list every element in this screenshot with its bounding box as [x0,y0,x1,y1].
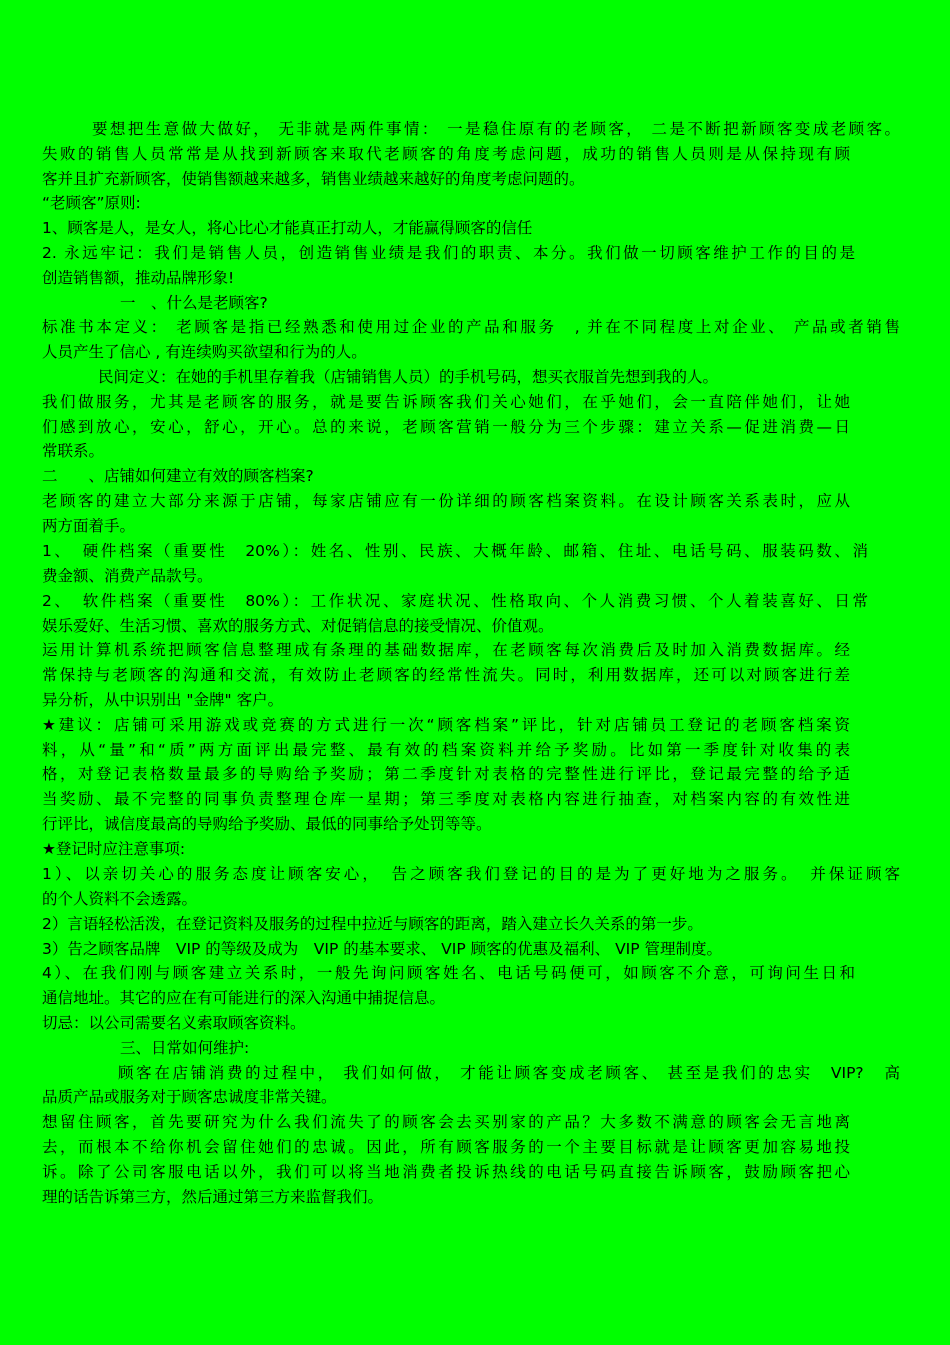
text-line: 理的话告诉第三方，然后通过第三方来监督我们。 [42,1188,384,1206]
text-line: 4）、在我们刚与顾客建立关系时，一般先询问顾客姓名、电话号码便可，如顾客不介意，可询问生日和 [42,964,855,982]
text-line: 的个人资料不会透露。 [42,890,198,908]
text-line: 1、顾客是人，是女人，将心比心才能真正打动人，才能赢得顾客的信任 [42,219,533,237]
section-heading: 二 、店铺如何建立有效的顾客档案? [42,467,314,485]
text-line: 人员产生了信心 , 有连续购买欲望和行为的人。 [42,343,367,361]
text-line: 去，而根本不给你机会留住她们的忠诚。因此，所有顾客服务的一个主要目标就是让顾客更加容易地投 [42,1138,850,1156]
text-line: 常保持与老顾客的沟通和交流，有效防止老顾客的经常性流失。同时，利用数据库，还可以对顾客进行差 [42,666,850,684]
text-line: 诉。除了公司客服电话以外，我们可以将当地消费者投诉热线的电话号码直接告诉顾客，鼓励顾客把心 [42,1163,850,1181]
text-line: 通信地址。其它的应在有可能进行的深入沟通中捕捉信息。 [42,989,446,1007]
text-line: 要想把生意做大做好， 无非就是两件事情： 一是稳住原有的老顾客， 二是不断把新顾客变成老顾客。 [92,120,900,138]
text-line: 品质产品或服务对于顾客忠诚度非常关键。 [42,1088,337,1106]
text-line: 切忌：以公司需要名义索取顾客资料。 [42,1014,306,1032]
text-line: 常联系。 [42,442,105,460]
text-line: 2、 软件档案（重要性 80%）：工作状况、家庭状况、性格取向、个人消费习惯、个人着装喜好、日常 [42,592,868,610]
text-line: 行评比，诚信度最高的导购给予奖励、最低的同事给予处罚等等。 [42,815,492,833]
text-line: 当奖励、最不完整的同事负责整理仓库一星期；第三季度对表格内容进行抽查，对档案内容的有效性进 [42,790,850,808]
text-line: 创造销售额，推动品牌形象! [42,269,235,287]
text-line: 们感到放心，安心，舒心，开心。总的来说，老顾客营销一般分为三个步骤：建立关系—促进消费—日 [42,418,850,436]
text-line: 异分析，从中识别出 "金牌" 客户。 [42,691,284,709]
text-line: 运用计算机系统把顾客信息整理成有条理的基础数据库，在老顾客每次消费后及时加入消费数据库。经 [42,641,850,659]
text-line: 客并且扩充新顾客，使销售额越来越多，销售业绩越来越好的角度考虑问题的。 [42,170,585,188]
text-line: ★建议：店铺可采用游戏或竞赛的方式进行一次“顾客档案”评比，针对店铺员工登记的老顾客档案资 [42,716,850,734]
text-line: 失败的销售人员常常是从找到新顾客来取代老顾客的角度考虑问题，成功的销售人员则是从保持现有顾 [42,145,850,163]
section-heading: ★登记时应注意事项: [42,840,186,858]
text-line: 1）、以亲切关心的服务态度让顾客安心， 告之顾客我们登记的目的是为了更好地为之服务。 并保证顾客 [42,865,900,883]
text-line: 我们做服务，尤其是老顾客的服务，就是要告诉顾客我们关心她们，在乎她们，会一直陪伴她们，让她 [42,393,850,411]
text-line: 格，对登记表格数量最多的导购给予奖励；第二季度针对表格的完整性进行评比，登记最完整的给予适 [42,765,850,783]
section-heading: 三、日常如何维护: [120,1039,250,1057]
text-line: 标准书本定义： 老顾客是指已经熟悉和使用过企业的产品和服务 , 并在不同程度上对企业、 产品或者销售 [42,318,900,336]
text-line: 老顾客的建立大部分来源于店铺，每家店铺应有一份详细的顾客档案资料。在设计顾客关系表时，应从 [42,492,850,510]
text-line: 想留住顾客，首先要研究为什么我们流失了的顾客会去买别家的产品？大多数不满意的顾客会无言地离 [42,1113,850,1131]
text-line: 料，从“量”和“质”两方面评出最完整、最有效的档案资料并给予奖励。比如第一季度针对收集的表 [42,741,850,759]
text-line: 费金额、消费产品款号。 [42,567,213,585]
text-line: 3）告之顾客品牌 VIP 的等级及成为 VIP 的基本要求、 VIP 顾客的优惠及福利、 VIP 管理制度。 [42,940,723,958]
text-line: 2. 永远牢记：我们是销售人员，创造销售业绩是我们的职责、本分。我们做一切顾客维护工作的目的是 [42,244,855,262]
text-line: 顾客在店铺消费的过程中， 我们如何做， 才能让顾客变成老顾客、 甚至是我们的忠实 VIP? 高 [118,1064,900,1082]
section-heading: 一 、什么是老顾客? [120,294,268,312]
text-line: 民间定义：在她的手机里存着我（店铺销售人员）的手机号码，想买衣服首先想到我的人。 [98,368,719,386]
text-line: 1、 硬件档案（重要性 20%）：姓名、性别、民族、大概年龄、邮箱、住址、电话号码、服装码数、消 [42,542,868,560]
text-line: 两方面着手。 [42,517,136,535]
section-heading: “老顾客”原则: [42,194,141,212]
text-line: 2）言语轻松活泼，在登记资料及服务的过程中拉近与顾客的距离，踏入建立长久关系的第一步。 [42,915,703,933]
text-line: 娱乐爱好、生活习惯、喜欢的服务方式、对促销信息的接受情况、价值观。 [42,617,554,635]
